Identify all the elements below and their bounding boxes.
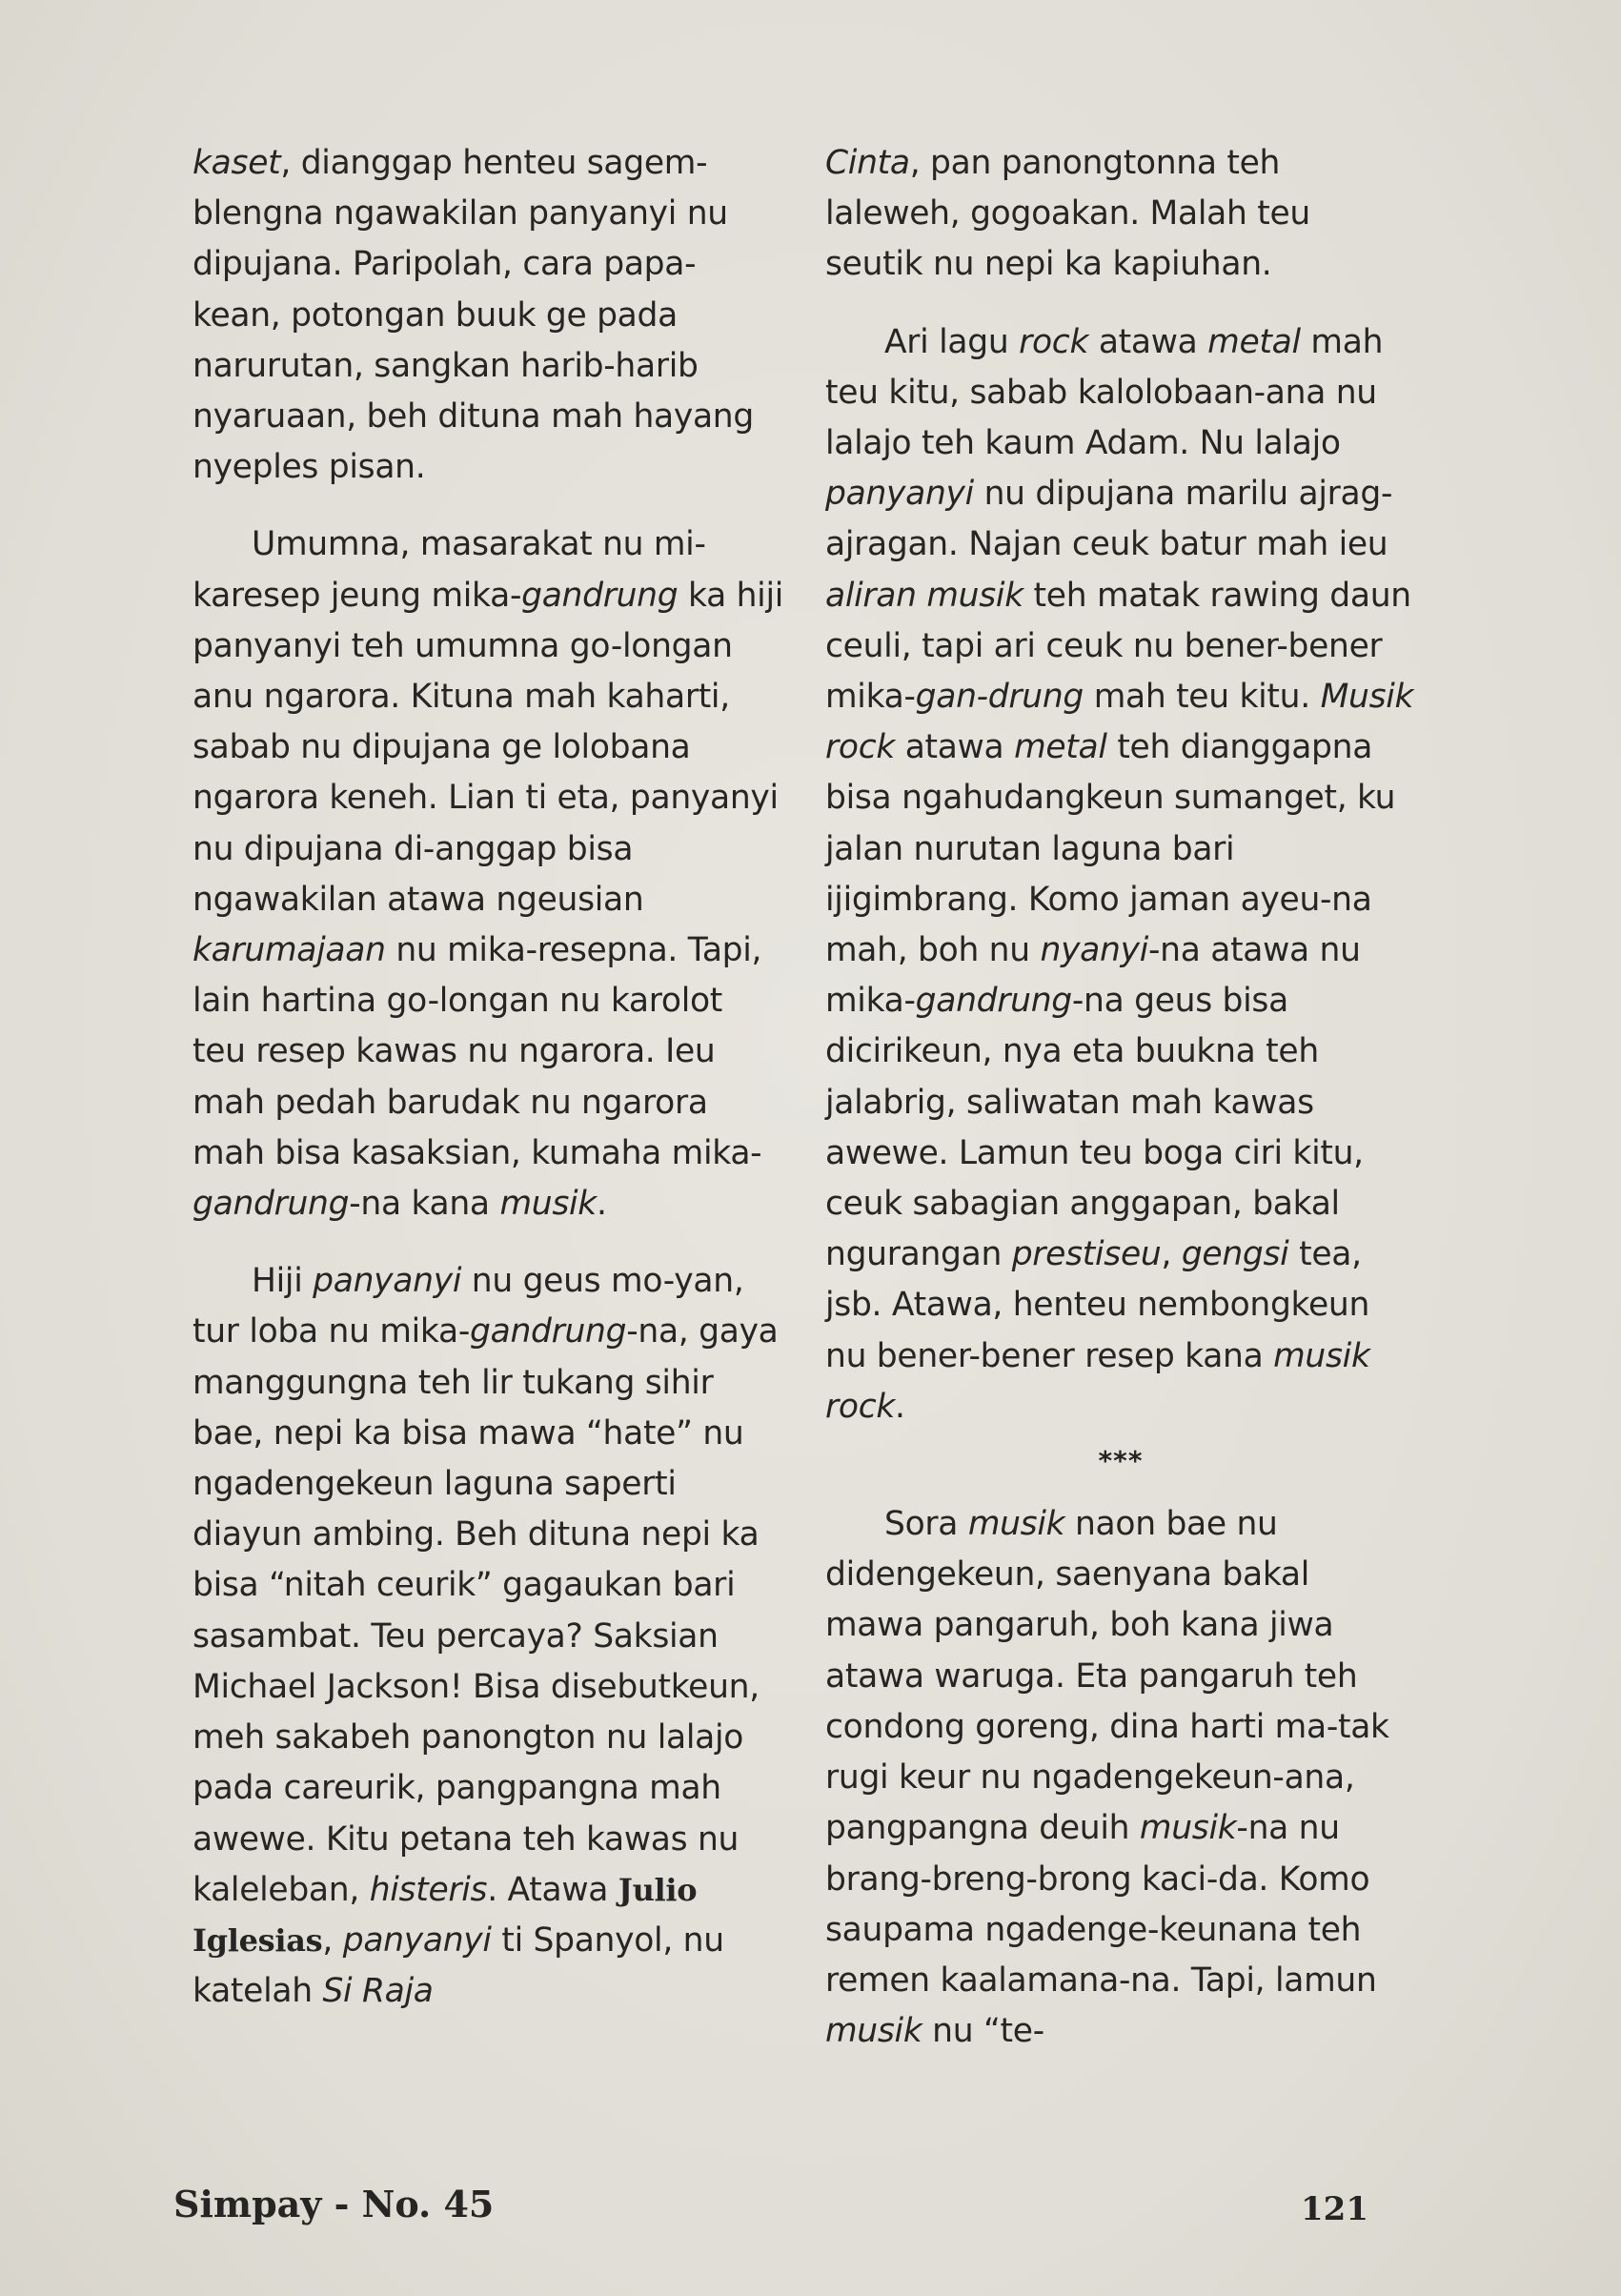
body-text: nu mika-resepna. Tapi, lain hartina go-longan nu karolot teu resep kawas nu ngarora. Ieu mah pedah barudak nu ngarora mah bisa kasaksian, kumaha mika- (192, 931, 762, 1172)
italic-term: gandrung (915, 982, 1072, 1021)
italic-term: metal (1207, 322, 1301, 361)
italic-term: kaset (192, 144, 281, 182)
body-text: atawa (1088, 322, 1208, 361)
body-text: , dianggap henteu sagem-blengna ngawakilan panyanyi nu dipujana. Paripolah, cara papa-kean, potongan buuk ge pada narurutan, sangkan harib-harib nyaruaan, beh dituna mah hayang nyeples pisan. (192, 144, 754, 487)
italic-term: gandrung (192, 1185, 350, 1224)
italic-term: musik (1139, 1809, 1237, 1848)
italic-term: gengsi (1181, 1235, 1289, 1274)
italic-term: musik rock (825, 1336, 1370, 1426)
italic-term: musik (499, 1185, 597, 1224)
page-number: 121 (1301, 2190, 1368, 2228)
italic-term: Si Raja (322, 1972, 434, 2011)
body-text: -na atawa nu mika- (825, 931, 1361, 1021)
body-text: nu dipujana marilu ajrag-ajragan. Najan ceuk batur mah ieu (825, 475, 1393, 564)
body-text: tea, jsb. Atawa, henteu nembongkeun nu bener-bener resep kana (825, 1235, 1370, 1375)
body-text: ti Spanyol, nu katelah (192, 1920, 724, 2011)
body-text: Sora (884, 1505, 968, 1544)
italic-term: panyanyi (825, 475, 974, 514)
italic-term: panyanyi (313, 1262, 462, 1301)
right-column (825, 138, 1416, 2083)
italic-term: karumajaan (192, 931, 386, 970)
body-text: teh dianggapna bisa ngahudangkeun sumanget, ku jalan nurutan laguna bari ijigimbrang. Komo jaman ayeu-na mah, boh nu (825, 728, 1396, 970)
body-text: -na kana (349, 1185, 500, 1224)
body-text: . (895, 1387, 905, 1426)
body-text: mah teu kitu. (1084, 678, 1321, 717)
body-text: , (1161, 1235, 1182, 1274)
magazine-footer: Simpay - No. 45 (173, 2183, 495, 2225)
italic-term: histeris (369, 1870, 488, 1909)
body-text: -na geus bisa dicirikeun, nya eta buukna teh jalabrig, saliwatan mah kawas awewe. Lamun teu boga ciri kitu, ceuk sabagian anggapan, bakal ngurangan (825, 982, 1364, 1274)
bold-name: Julio Iglesias (192, 1871, 698, 1959)
italic-term: aliran musik (825, 576, 1023, 615)
paragraph (825, 1499, 1416, 2057)
body-text: . (596, 1185, 607, 1224)
italic-term: metal (1014, 728, 1107, 767)
paragraph (825, 138, 1416, 291)
body-text: nu “te- (922, 2012, 1044, 2051)
body-text: nu geus mo-yan, tur loba nu mika- (192, 1262, 744, 1351)
body-text: teh matak rawing daun ceuli, tapi ari ceuk nu bener-bener mika- (825, 576, 1411, 717)
paragraph (192, 1256, 783, 2017)
body-text: , pan panongtonna teh laleweh, gogoakan. Malah teu seutik nu nepi ka kapiuhan. (825, 144, 1310, 284)
left-column (192, 138, 783, 2043)
body-text: ka hiji panyanyi teh umumna go-longan anu ngarora. Kituna mah kaharti, sabab nu dipujana ge lolobana ngarora keneh. Lian ti eta, panyanyi nu dipujana di-anggap bisa ngawakilan atawa ngeusian (192, 576, 784, 919)
italic-term: panyanyi (342, 1920, 492, 1960)
italic-term: gan-drung (915, 678, 1084, 717)
body-text: , (322, 1920, 343, 1960)
italic-term: gandrung (470, 1312, 627, 1351)
paragraph (192, 138, 783, 493)
body-text: atawa (895, 728, 1015, 767)
italic-term: musik (967, 1505, 1065, 1544)
italic-term: Musik rock (825, 678, 1414, 767)
body-text: naon bae nu didengekeun, saenyana bakal mawa pangaruh, boh kana jiwa atawa waruga. Eta pangaruh teh condong goreng, dina harti ma-tak rugi keur nu ngadengekeun-ana, pangpangna deuih (825, 1505, 1389, 1848)
section-separator: *** (1098, 1445, 1144, 1477)
body-text: Umumna, masarakat nu mi-karesep jeung mika- (192, 525, 706, 615)
body-text: . Atawa (487, 1870, 618, 1909)
body-text: -na, gaya manggungna teh lir tukang sihir bae, nepi ka bisa mawa “hate” nu ngadengekeun laguna saperti diayun ambing. Beh dituna nepi ka bisa “nitah ceurik” gagaukan bari sasambat. Teu percaya? Saksian Michael Jackson! Bisa disebutkeun, meh sakabeh panongton nu lalajo pada careurik, pangpangna mah awewe. Kitu petana teh kawas nu kaleleban, (192, 1312, 779, 1909)
paragraph (192, 519, 783, 1229)
body-text: -na nu brang-breng-brong kaci-da. Komo saupama ngadenge-keunana teh remen kaalamana-na. Tapi, lamun (825, 1809, 1377, 2000)
paragraph (825, 317, 1416, 1432)
body-text: Hiji (252, 1262, 314, 1301)
italic-term: nyanyi (1040, 931, 1148, 970)
italic-term: rock (1019, 322, 1089, 361)
body-text: mah teu kitu, sabab kalolobaan-ana nu lalajo teh kaum Adam. Nu lalajo (825, 322, 1384, 463)
italic-term: Cinta (825, 144, 910, 182)
italic-term: prestiseu (1011, 1235, 1162, 1274)
body-text: Ari lagu (884, 322, 1020, 361)
italic-term: gandrung (521, 576, 679, 615)
italic-term: musik (825, 2012, 922, 2051)
